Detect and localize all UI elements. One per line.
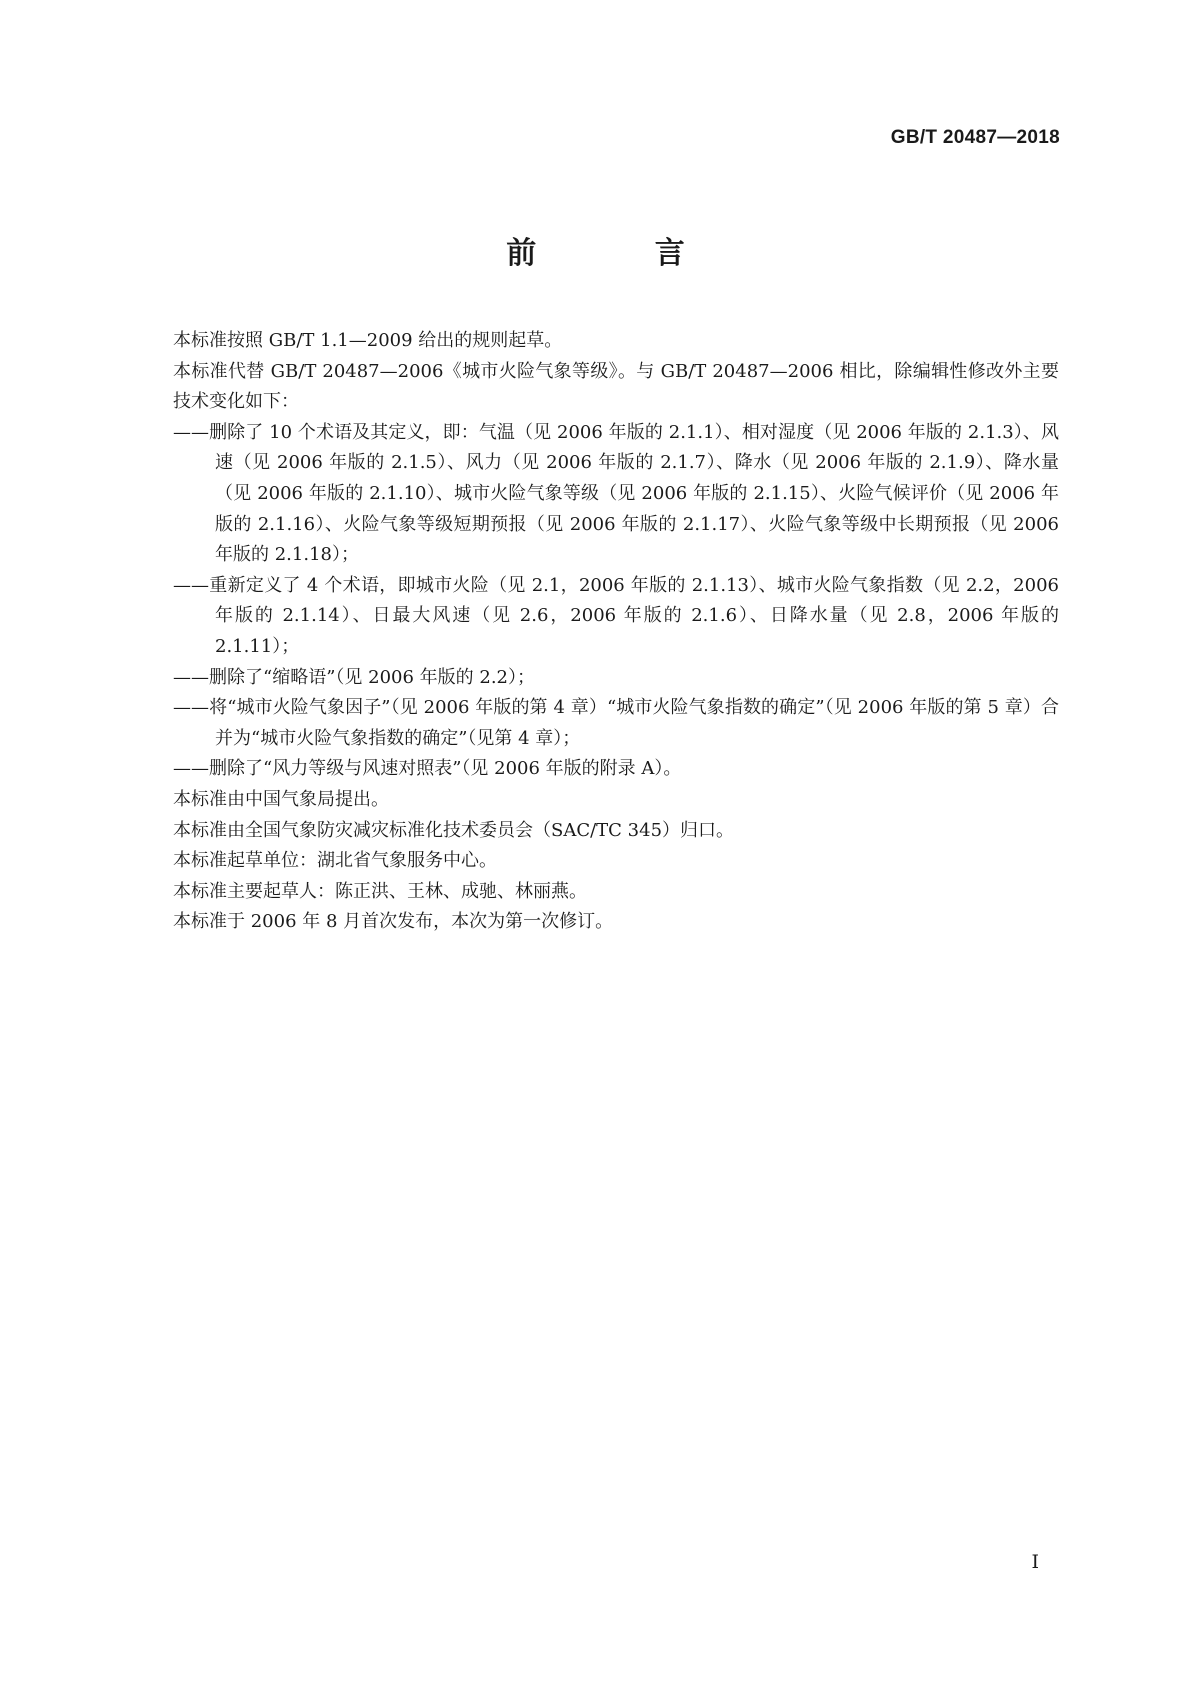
paragraph-drafting-unit: 本标准起草单位：湖北省气象服务中心。 [173, 850, 497, 872]
standard-number: GB/T 20487—2018 [890, 127, 1060, 148]
list-item-change: ——删除了“缩略语”（见 2006 年版的 2.2）； [173, 666, 536, 688]
paragraph-replaces: 本标准代替 GB/T 20487—2006《城市火险气象等级》。与 GB/T 20487—2006 相比，除编辑性修改外主要技术变化如下： [173, 360, 1059, 413]
document-body [173, 326, 1059, 938]
page-title: 前 言 [506, 236, 739, 271]
list-item-change: ——重新定义了 4 个术语，即城市火险（见 2.1，2006 年版的 2.1.13）、城市火险气象指数（见 2.2，2006 年版的 2.1.14）、日最大风速（见 2.6，2006 年版的 2.1.6）、日降水量（见 2.8，2006 年版的 2.1.11）； [173, 574, 1059, 657]
paragraph-drafters: 本标准主要起草人：陈正洪、王林、成驰、林丽燕。 [173, 880, 587, 902]
paragraph-under-jurisdiction: 本标准由全国气象防灾减灾标准化技术委员会（SAC/TC 345）归口。 [173, 819, 735, 841]
list-item-change: ——删除了 10 个术语及其定义，即：气温（见 2006 年版的 2.1.1）、相对湿度（见 2006 年版的 2.1.3）、风速（见 2006 年版的 2.1.5）、风力（见 2006 年版的 2.1.7）、降水（见 2006 年版的 2.1.9）、降水量（见 2006 年版的 2.1.10）、城市火险气象等级（见 2006 年版的 2.1.15）、火险气候评价（见 2006 年版的 2.1.16）、火险气象等级短期预报（见 2006 年版的 2.1.17）、火险气象等级中长期预报（见 2006 年版的 2.1.18）； [173, 421, 1059, 566]
page-number: I [1031, 1551, 1039, 1573]
paragraph-release-history: 本标准于 2006 年 8 月首次发布，本次为第一次修订。 [173, 911, 614, 933]
list-item-change: ——删除了“风力等级与风速对照表”（见 2006 年版的附录 A）。 [173, 758, 682, 780]
list-item-change: ——将“城市火险气象因子”（见 2006 年版的第 4 章）“城市火险气象指数的确定”（见 2006 年版的第 5 章）合并为“城市火险气象指数的确定”（见第 4 章）； [173, 697, 1059, 749]
paragraph-proposed-by: 本标准由中国气象局提出。 [173, 788, 389, 810]
paragraph-drafting-rules: 本标准按照 GB/T 1.1—2009 给出的规则起草。 [173, 330, 563, 351]
